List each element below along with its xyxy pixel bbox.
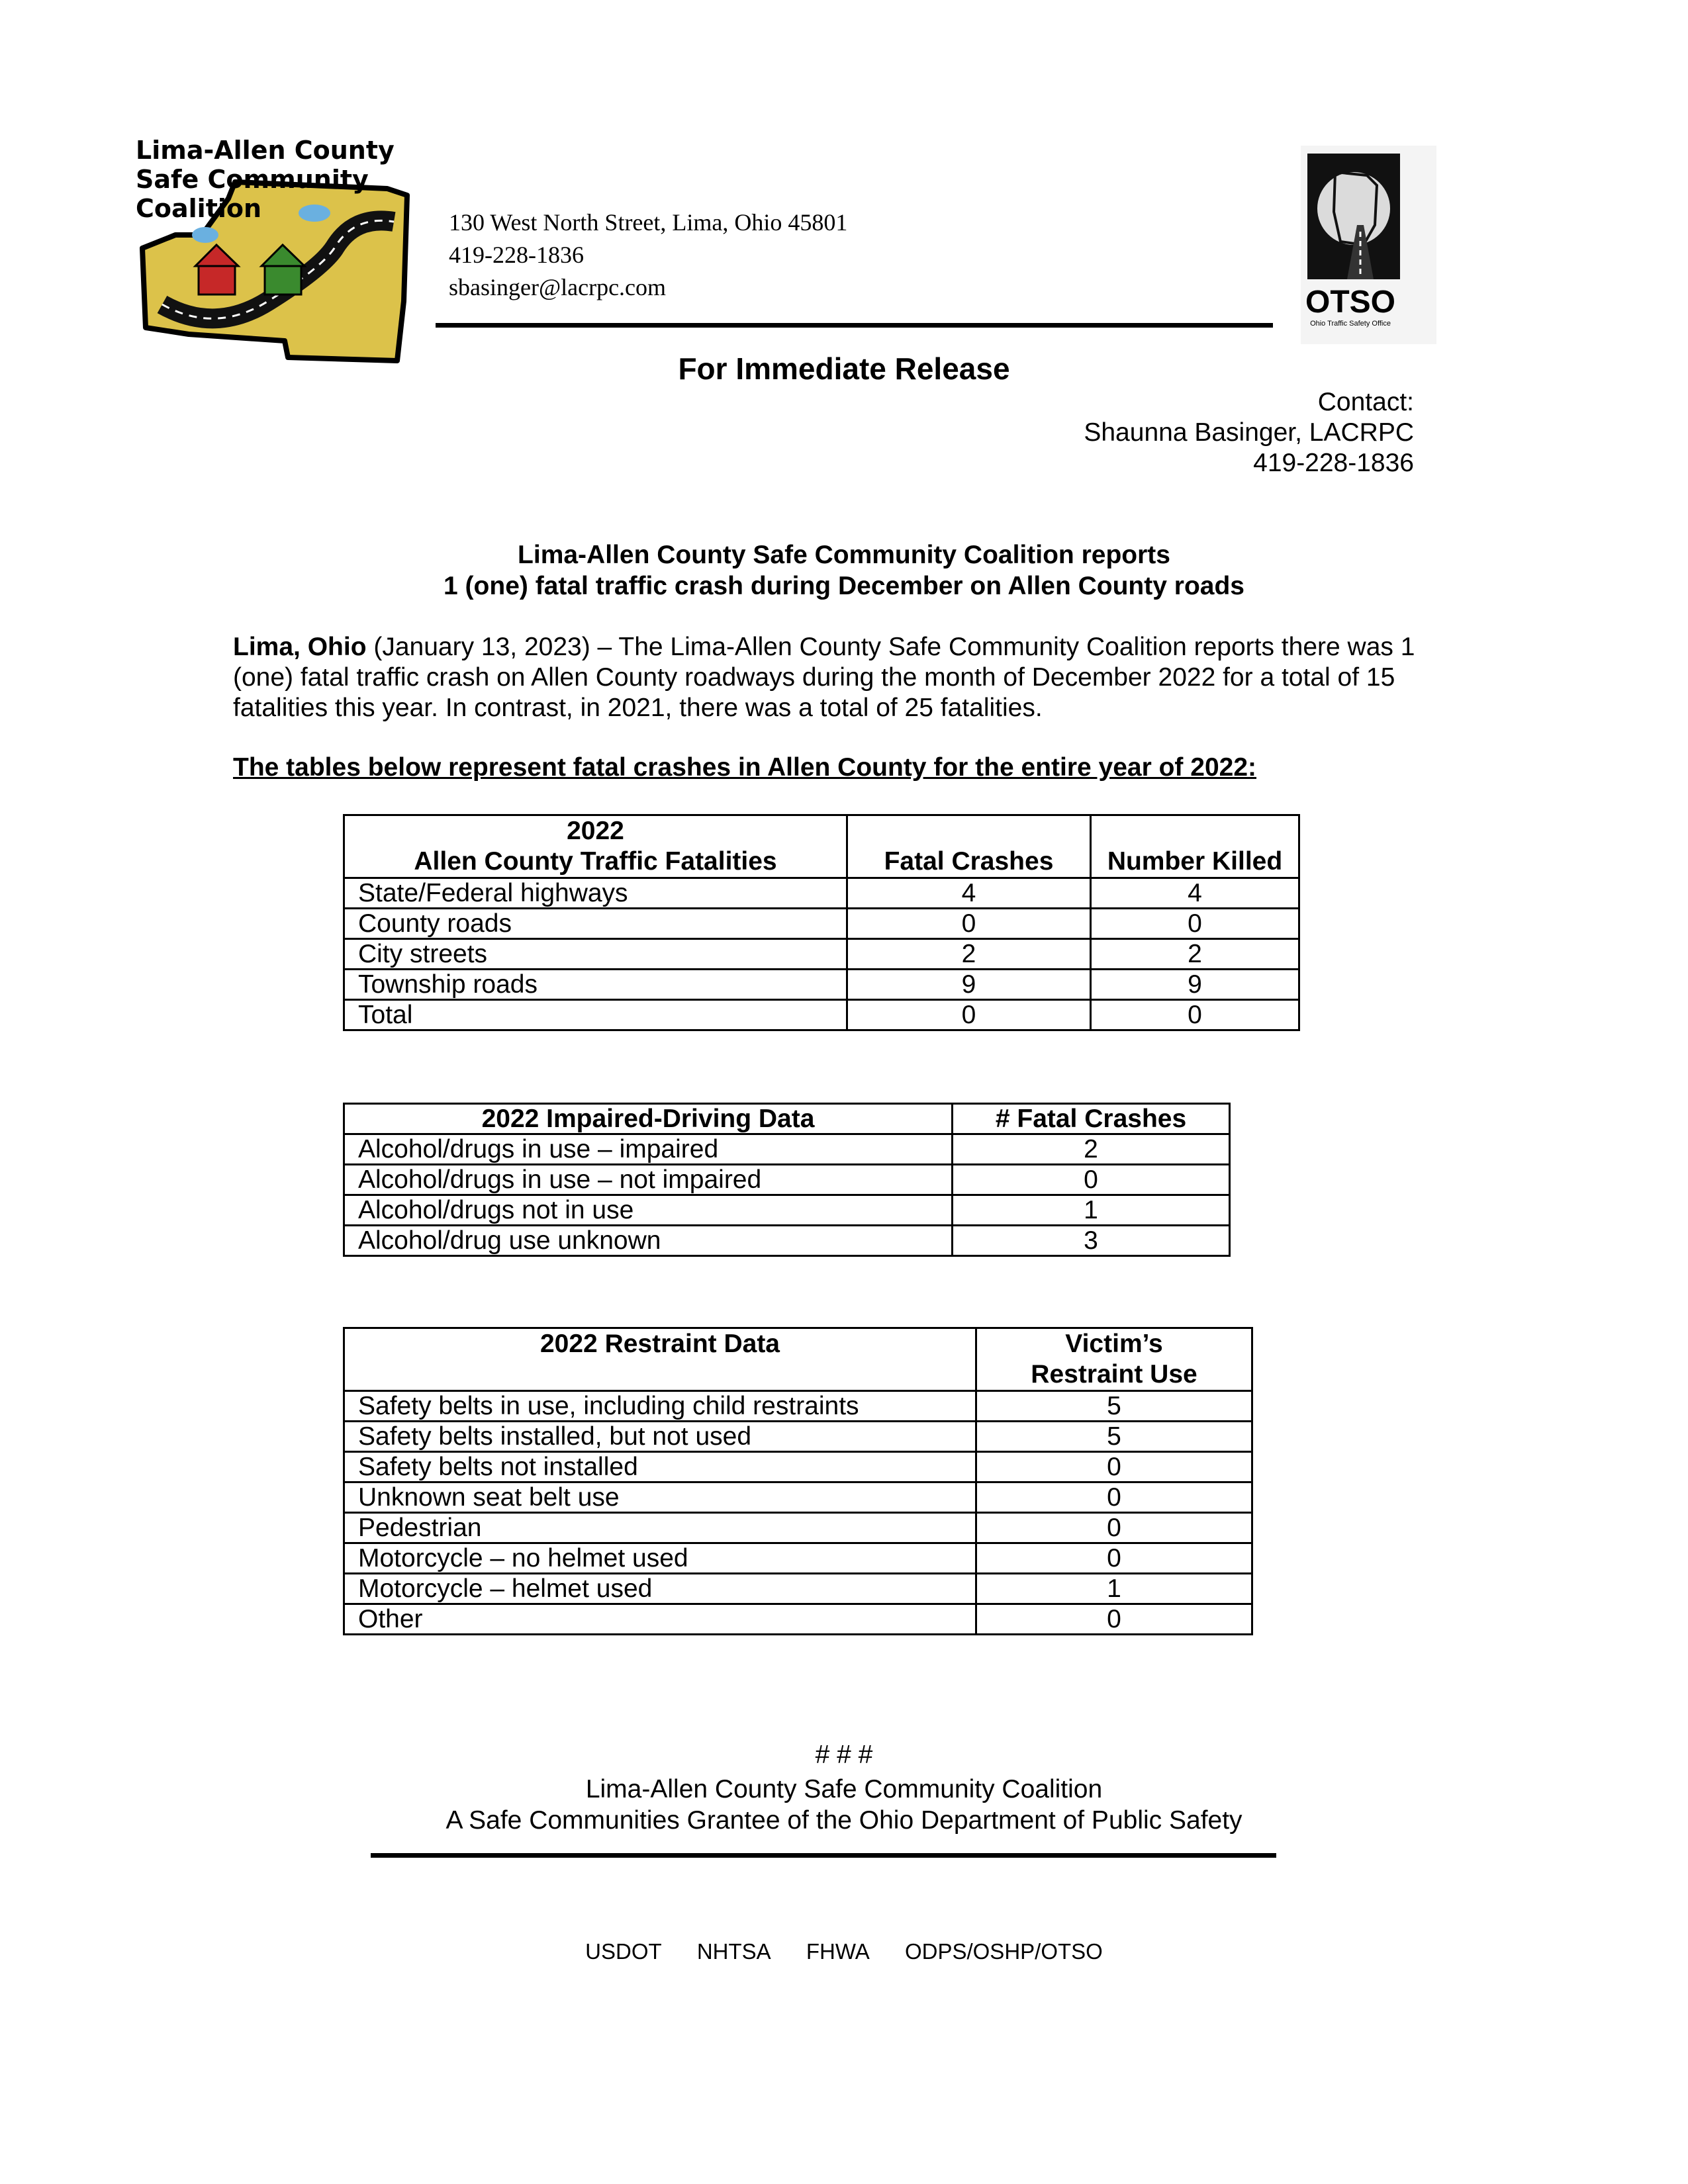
address-phone: 419-228-1836 bbox=[449, 242, 584, 268]
table-row bbox=[344, 1482, 1252, 1513]
logo-line-2: Safe Community bbox=[136, 165, 369, 194]
table-row bbox=[344, 878, 1299, 909]
table-row bbox=[344, 1604, 1252, 1635]
table-header-row bbox=[344, 815, 1299, 878]
row-label: Safety belts installed, but not used bbox=[344, 1422, 976, 1452]
header-number-killed: Number Killed bbox=[1091, 815, 1299, 878]
row-label: Other bbox=[344, 1604, 976, 1635]
row-label: Alcohol/drugs not in use bbox=[344, 1195, 953, 1226]
table-row bbox=[344, 1452, 1252, 1482]
row-value: 0 bbox=[953, 1165, 1230, 1195]
table-row bbox=[344, 1165, 1230, 1195]
row-killed: 2 bbox=[1091, 939, 1299, 970]
otso-subtext: Ohio Traffic Safety Office bbox=[1310, 320, 1391, 328]
row-value: 0 bbox=[976, 1543, 1252, 1574]
row-value: 1 bbox=[976, 1574, 1252, 1604]
row-value: 2 bbox=[953, 1134, 1230, 1165]
header-impaired-data: 2022 Impaired-Driving Data bbox=[344, 1104, 953, 1134]
row-label: Safety belts in use, including child restraints bbox=[344, 1391, 976, 1422]
table-row bbox=[344, 1513, 1252, 1543]
fatalities-header bbox=[344, 815, 847, 878]
release-title: For Immediate Release bbox=[678, 351, 1010, 386]
row-crashes: 2 bbox=[847, 939, 1091, 970]
footer-org-name: Lima-Allen County Safe Community Coalition bbox=[585, 1775, 1103, 1803]
headline-line-2: 1 (one) fatal traffic crash during December on Allen County roads bbox=[444, 572, 1244, 600]
row-label: County roads bbox=[344, 909, 847, 939]
row-crashes: 0 bbox=[847, 909, 1091, 939]
row-crashes: 0 bbox=[847, 1000, 1091, 1030]
footer-org bbox=[0, 1774, 1688, 1836]
dateline: Lima, Ohio bbox=[233, 633, 367, 661]
row-value: 5 bbox=[976, 1391, 1252, 1422]
row-value: 1 bbox=[953, 1195, 1230, 1226]
table-row bbox=[344, 970, 1299, 1000]
header-rule bbox=[436, 323, 1273, 328]
row-label: City streets bbox=[344, 939, 847, 970]
table-row bbox=[344, 1000, 1299, 1030]
header-label: Allen County Traffic Fatalities bbox=[414, 847, 777, 876]
table-row bbox=[344, 939, 1299, 970]
row-label: Township roads bbox=[344, 970, 847, 1000]
agency-nhtsa: NHTSA bbox=[696, 1939, 771, 1964]
row-value: 0 bbox=[976, 1452, 1252, 1482]
row-killed: 9 bbox=[1091, 970, 1299, 1000]
agency-odps: ODPS/OSHP/OTSO bbox=[904, 1939, 1103, 1964]
headline bbox=[0, 539, 1688, 602]
otso-wordmark: OTSO bbox=[1305, 285, 1396, 320]
row-value: 0 bbox=[976, 1482, 1252, 1513]
row-label: Pedestrian bbox=[344, 1513, 976, 1543]
header-fatal-crashes: Fatal Crashes bbox=[847, 815, 1091, 878]
headline-line-1: Lima-Allen County Safe Community Coalition reports bbox=[518, 541, 1170, 569]
table-header-row bbox=[344, 1104, 1230, 1134]
contact-label: Contact: bbox=[1317, 388, 1414, 416]
table-row bbox=[344, 909, 1299, 939]
contact-phone: 419-228-1836 bbox=[1253, 449, 1414, 477]
row-label: Alcohol/drugs in use – impaired bbox=[344, 1134, 953, 1165]
agency-fhwa: FHWA bbox=[806, 1939, 870, 1964]
row-killed: 0 bbox=[1091, 909, 1299, 939]
row-label: Motorcycle – no helmet used bbox=[344, 1543, 976, 1574]
table-row bbox=[344, 1195, 1230, 1226]
contact-block bbox=[1084, 387, 1414, 478]
logo-line-3: Coalition bbox=[136, 194, 262, 223]
row-label: Safety belts not installed bbox=[344, 1452, 976, 1482]
address-street: 130 West North Street, Lima, Ohio 45801 bbox=[449, 209, 848, 236]
intro-text: (January 13, 2023) – The Lima-Allen County Safe Community Coalition reports there was 1 (one) fatal traffic crash on Allen County roadways during the month of December 2022 for a total of 15 fatalities this year. In contrast, in 2021, there was a total of 25 fatalities. bbox=[233, 633, 1415, 722]
header-year: 2022 bbox=[567, 817, 624, 845]
otso-logo bbox=[1301, 146, 1436, 344]
row-label: State/Federal highways bbox=[344, 878, 847, 909]
row-value: 3 bbox=[953, 1226, 1230, 1256]
table-header-row bbox=[344, 1328, 1252, 1391]
row-label: Motorcycle – helmet used bbox=[344, 1574, 976, 1604]
footer-tagline: A Safe Communities Grantee of the Ohio Department of Public Safety bbox=[445, 1806, 1243, 1835]
header-victim-restraint bbox=[976, 1328, 1252, 1391]
agency-list bbox=[0, 1939, 1688, 1964]
letterhead-address bbox=[449, 206, 847, 304]
row-value: 0 bbox=[976, 1513, 1252, 1543]
address-email: sbasinger@lacrpc.com bbox=[449, 274, 667, 300]
row-value: 5 bbox=[976, 1422, 1252, 1452]
end-marker: # # # bbox=[815, 1741, 873, 1769]
table-row bbox=[344, 1543, 1252, 1574]
row-crashes: 4 bbox=[847, 878, 1091, 909]
table-row bbox=[344, 1226, 1230, 1256]
row-killed: 4 bbox=[1091, 878, 1299, 909]
row-label: Alcohol/drug use unknown bbox=[344, 1226, 953, 1256]
row-label: Alcohol/drugs in use – not impaired bbox=[344, 1165, 953, 1195]
footer-rule bbox=[371, 1853, 1276, 1858]
header-victim-line-1: Victim’s bbox=[1065, 1330, 1163, 1358]
table-row bbox=[344, 1422, 1252, 1452]
contact-name: Shaunna Basinger, LACRPC bbox=[1084, 418, 1414, 447]
agency-usdot: USDOT bbox=[585, 1939, 662, 1964]
coalition-logo bbox=[136, 136, 420, 374]
header-restraint-data: 2022 Restraint Data bbox=[344, 1328, 976, 1391]
table-row bbox=[344, 1134, 1230, 1165]
row-value: 0 bbox=[976, 1604, 1252, 1635]
restraint-table bbox=[343, 1327, 1253, 1635]
header-victim-line-2: Restraint Use bbox=[1031, 1360, 1197, 1388]
table-row bbox=[344, 1574, 1252, 1604]
row-killed: 0 bbox=[1091, 1000, 1299, 1030]
row-label: Total bbox=[344, 1000, 847, 1030]
impaired-driving-table bbox=[343, 1103, 1231, 1257]
row-crashes: 9 bbox=[847, 970, 1091, 1000]
fatalities-table bbox=[343, 814, 1300, 1031]
table-row bbox=[344, 1391, 1252, 1422]
header-fatal-crashes: # Fatal Crashes bbox=[953, 1104, 1230, 1134]
intro-paragraph bbox=[233, 632, 1444, 723]
tables-intro: The tables below represent fatal crashes in Allen County for the entire year of 2022: bbox=[233, 753, 1257, 782]
logo-line-1: Lima-Allen County bbox=[136, 136, 395, 165]
row-label: Unknown seat belt use bbox=[344, 1482, 976, 1513]
